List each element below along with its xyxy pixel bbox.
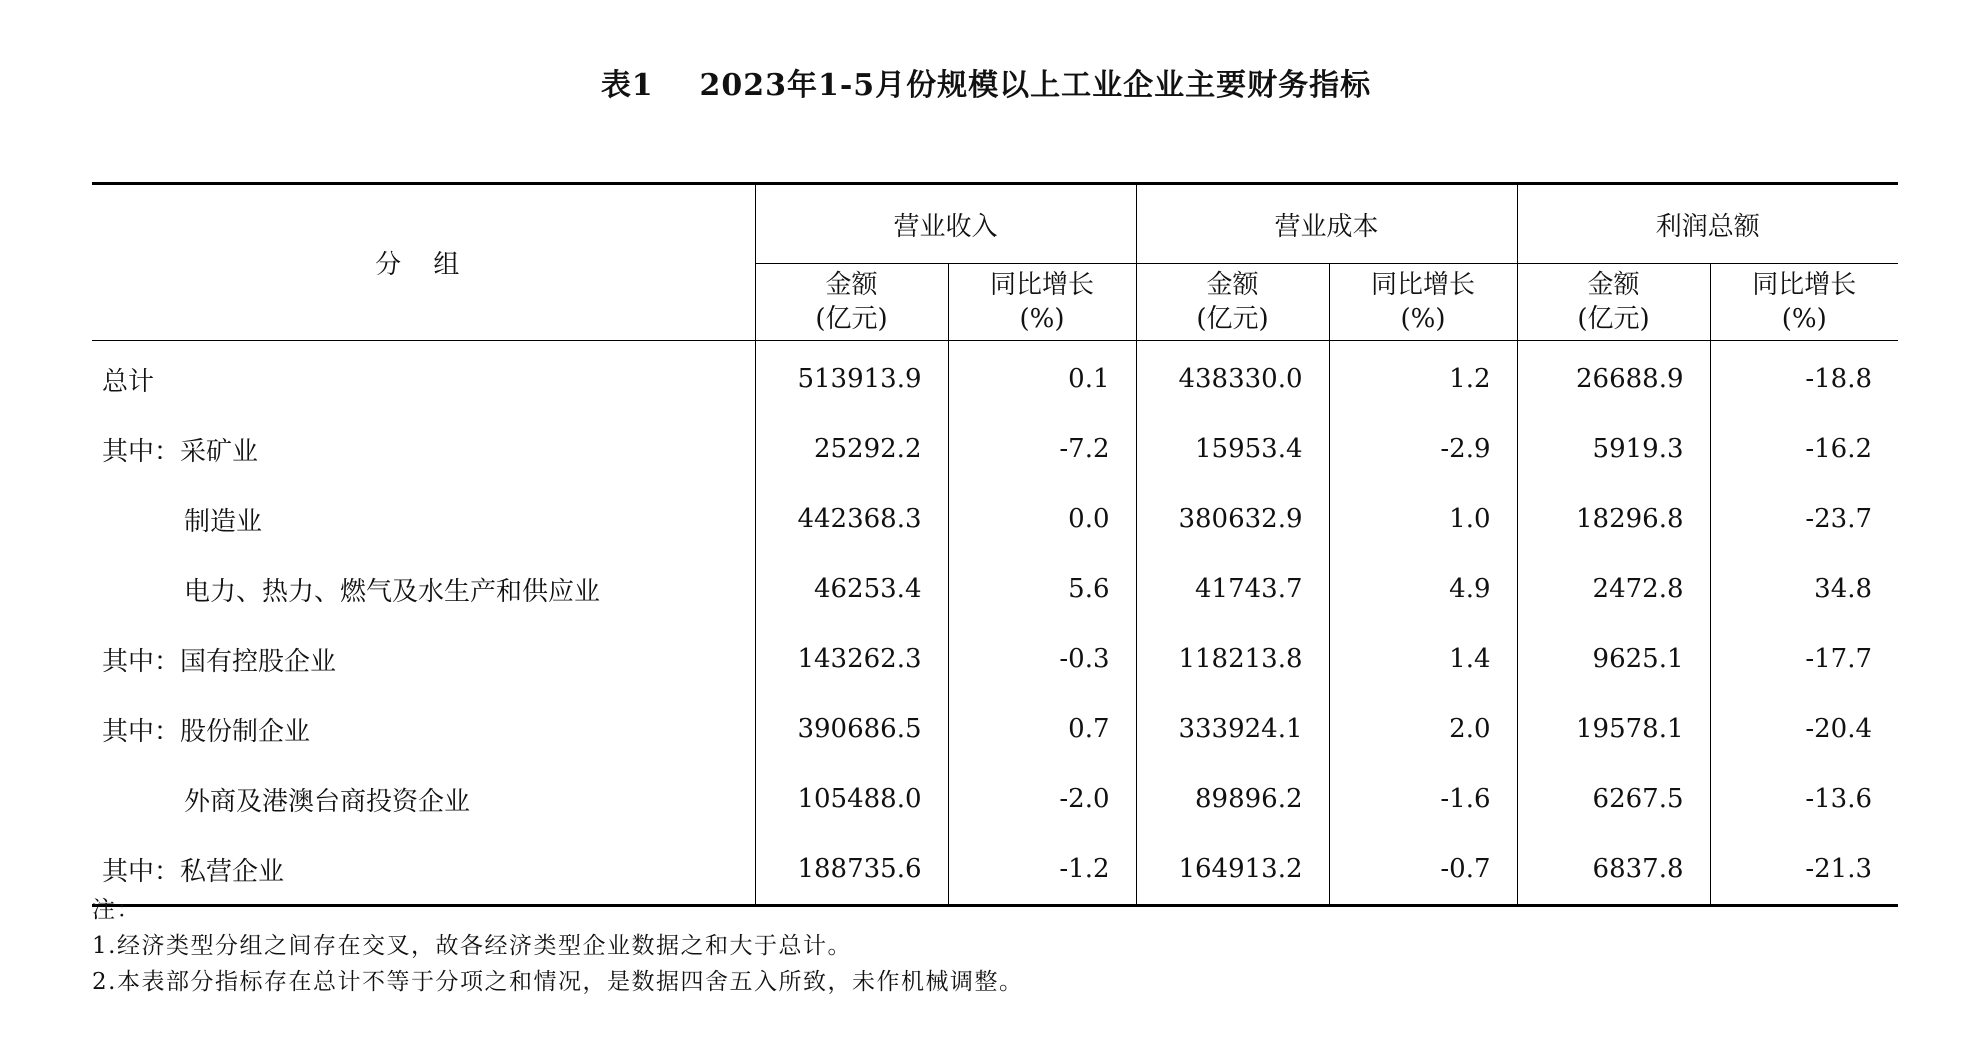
note-item: 1.经济类型分组之间存在交叉，故各经济类型企业数据之和大于总计。 bbox=[92, 933, 852, 959]
revenue-growth-cell: 0.1 bbox=[948, 341, 1136, 415]
revenue-amount-cell: 46253.4 bbox=[755, 554, 948, 624]
row-label: 其中：私营企业 bbox=[92, 834, 755, 906]
profit-amount-cell: 5919.3 bbox=[1517, 414, 1710, 484]
profit-growth-cell: -13.6 bbox=[1710, 764, 1898, 834]
cost-growth-cell: -0.7 bbox=[1329, 834, 1517, 906]
revenue-growth-cell: 5.6 bbox=[948, 554, 1136, 624]
cost-growth-cell: 1.0 bbox=[1329, 484, 1517, 554]
row-label: 电力、热力、燃气及水生产和供应业 bbox=[184, 576, 601, 607]
revenue-growth-header: 同比增长 (%) bbox=[948, 264, 1136, 341]
profit-amount-cell: 9625.1 bbox=[1517, 624, 1710, 694]
cost-amount-cell: 333924.1 bbox=[1136, 694, 1329, 764]
profit-growth-cell: 34.8 bbox=[1710, 554, 1898, 624]
row-label: 其中：国有控股企业 bbox=[102, 646, 337, 677]
profit-growth-cell: -23.7 bbox=[1710, 484, 1898, 554]
row-label: 总计 bbox=[102, 366, 155, 397]
profit-growth-cell: -16.2 bbox=[1710, 414, 1898, 484]
table-row bbox=[92, 484, 1898, 554]
cost-amount-header: 金额 (亿元) bbox=[1136, 264, 1329, 341]
table-row bbox=[92, 624, 1898, 694]
revenue-amount-cell: 390686.5 bbox=[755, 694, 948, 764]
profit-growth-header: 同比增长 (%) bbox=[1710, 264, 1898, 341]
financial-indicators-table bbox=[92, 182, 1898, 907]
revenue-amount-cell: 105488.0 bbox=[755, 764, 948, 834]
revenue-growth-cell: -7.2 bbox=[948, 414, 1136, 484]
cost-amount-cell: 438330.0 bbox=[1136, 341, 1329, 415]
cost-amount-cell: 41743.7 bbox=[1136, 554, 1329, 624]
cost-growth-cell: 1.2 bbox=[1329, 341, 1517, 415]
cost-growth-cell: 1.4 bbox=[1329, 624, 1517, 694]
revenue-growth-cell: -1.2 bbox=[948, 834, 1136, 906]
table-row bbox=[92, 341, 1898, 415]
cost-growth-header: 同比增长 (%) bbox=[1329, 264, 1517, 341]
profit-growth-cell: -20.4 bbox=[1710, 694, 1898, 764]
group-column-header: 分 组 bbox=[92, 184, 755, 341]
profit-amount-cell: 19578.1 bbox=[1517, 694, 1710, 764]
table-row bbox=[92, 414, 1898, 484]
revenue-amount-header: 金额 (亿元) bbox=[755, 264, 948, 341]
profit-amount-cell: 6267.5 bbox=[1517, 764, 1710, 834]
profit-growth-cell: -21.3 bbox=[1710, 834, 1898, 906]
profit-amount-cell: 6837.8 bbox=[1517, 834, 1710, 906]
revenue-amount-cell: 513913.9 bbox=[755, 341, 948, 415]
profit-amount-cell: 26688.9 bbox=[1517, 341, 1710, 415]
notes-heading: 注： bbox=[92, 897, 141, 923]
table-row bbox=[92, 554, 1898, 624]
profit-amount-header: 金额 (亿元) bbox=[1517, 264, 1710, 341]
revenue-group-header: 营业收入 bbox=[755, 184, 1136, 264]
table-row bbox=[92, 694, 1898, 764]
profit-amount-cell: 2472.8 bbox=[1517, 554, 1710, 624]
table-title: 表1 2023年1-5月份规模以上工业企业主要财务指标 bbox=[600, 68, 1372, 103]
cost-amount-cell: 164913.2 bbox=[1136, 834, 1329, 906]
cost-amount-cell: 15953.4 bbox=[1136, 414, 1329, 484]
cost-amount-cell: 89896.2 bbox=[1136, 764, 1329, 834]
cost-growth-cell: -1.6 bbox=[1329, 764, 1517, 834]
cost-group-header: 营业成本 bbox=[1136, 184, 1517, 264]
row-label: 其中：股份制企业 bbox=[102, 716, 311, 747]
revenue-amount-cell: 143262.3 bbox=[755, 624, 948, 694]
revenue-amount-cell: 442368.3 bbox=[755, 484, 948, 554]
revenue-growth-cell: 0.0 bbox=[948, 484, 1136, 554]
row-label: 其中：采矿业 bbox=[102, 436, 259, 467]
table-row bbox=[92, 764, 1898, 834]
revenue-amount-cell: 25292.2 bbox=[755, 414, 948, 484]
profit-growth-cell: -17.7 bbox=[1710, 624, 1898, 694]
revenue-growth-cell: -0.3 bbox=[948, 624, 1136, 694]
cost-growth-cell: -2.9 bbox=[1329, 414, 1517, 484]
revenue-growth-cell: -2.0 bbox=[948, 764, 1136, 834]
profit-group-header: 利润总额 bbox=[1517, 184, 1898, 264]
cost-growth-cell: 4.9 bbox=[1329, 554, 1517, 624]
cost-amount-cell: 380632.9 bbox=[1136, 484, 1329, 554]
profit-growth-cell: -18.8 bbox=[1710, 341, 1898, 415]
revenue-amount-cell: 188735.6 bbox=[755, 834, 948, 906]
row-label: 外商及港澳台商投资企业 bbox=[184, 786, 471, 817]
note-item: 2.本表部分指标存在总计不等于分项之和情况，是数据四舍五入所致，未作机械调整。 bbox=[92, 969, 1024, 995]
table-notes bbox=[92, 892, 1023, 1000]
revenue-growth-cell: 0.7 bbox=[948, 694, 1136, 764]
cost-amount-cell: 118213.8 bbox=[1136, 624, 1329, 694]
profit-amount-cell: 18296.8 bbox=[1517, 484, 1710, 554]
cost-growth-cell: 2.0 bbox=[1329, 694, 1517, 764]
row-label: 制造业 bbox=[184, 506, 263, 537]
